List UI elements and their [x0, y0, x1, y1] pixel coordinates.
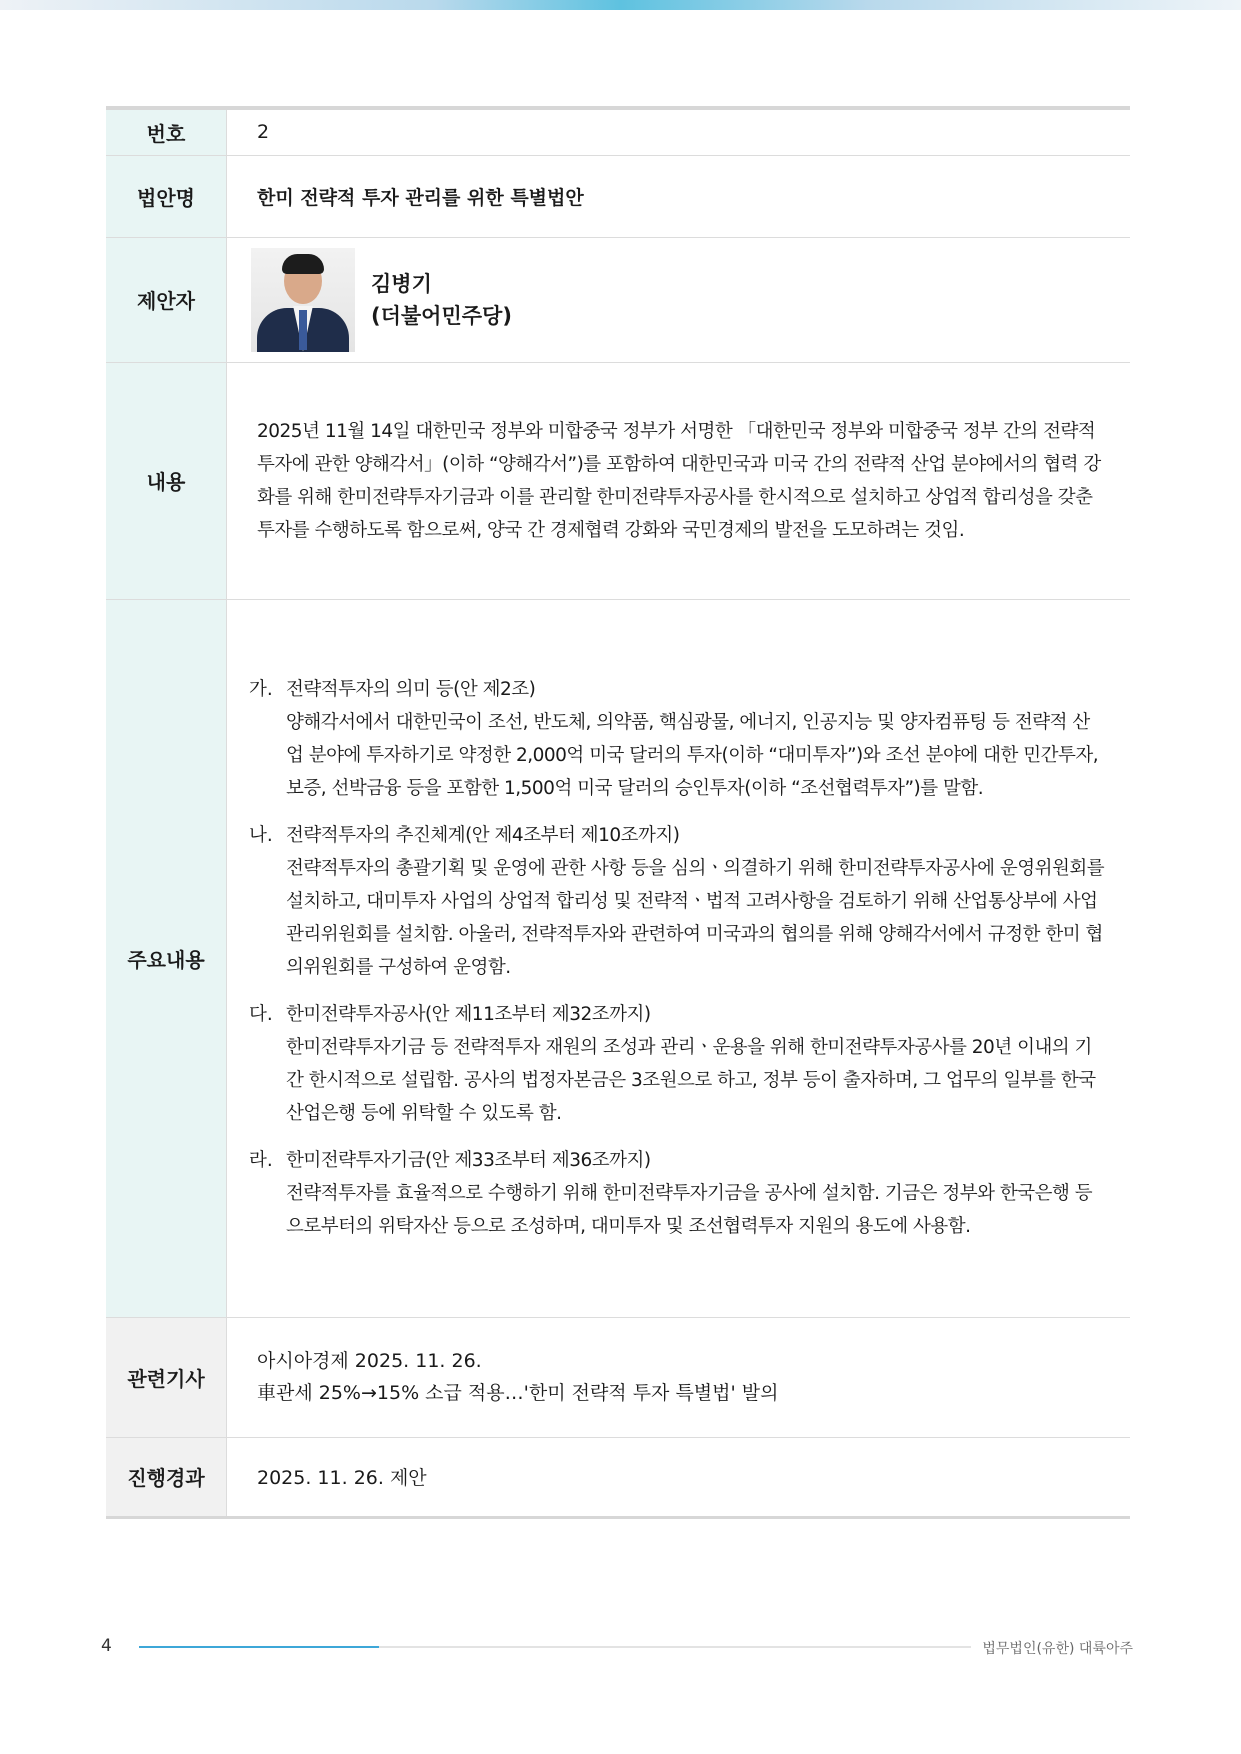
- row-news: [106, 1317, 1130, 1437]
- item-title: 전략적투자의 의미 등(안 제2조): [286, 679, 536, 700]
- item-marker: 라.: [249, 1150, 273, 1171]
- row-content: [106, 362, 1130, 599]
- content-label: 내용: [106, 362, 227, 599]
- row-progress: [106, 1437, 1130, 1517]
- main-item: [249, 673, 1106, 805]
- item-marker: 나.: [249, 825, 273, 846]
- item-marker: 다.: [249, 1004, 273, 1025]
- item-title: 한미전략투자공사(안 제11조부터 제32조까지): [286, 1004, 651, 1025]
- item-body: 양해각서에서 대한민국이 조선, 반도체, 의약품, 핵심광물, 에너지, 인공지능 및 양자컴퓨팅 등 전략적 산업 분야에 투자하기로 약정한 2,000억 미국 달러의 투자(이하 “대미투자”)와 조선 분야에 대한 민간투자, 보증, 선박금융 등을 포함한 1,500억 미국 달러의 승인투자(이하 “조선협력투자”)를 말함.: [286, 712, 1099, 799]
- row-proposer: [106, 237, 1130, 362]
- number-value: 2: [227, 108, 1131, 155]
- proposer-photo: [251, 248, 355, 352]
- top-gradient-bar: [0, 0, 1241, 10]
- row-main-content: [106, 599, 1130, 1317]
- number-label: 번호: [106, 108, 227, 155]
- proposer-name: 김병기: [371, 271, 432, 296]
- row-number: [106, 108, 1130, 155]
- page-number: 4: [101, 1636, 112, 1656]
- news-label: 관련기사: [106, 1317, 227, 1437]
- main-item: [249, 998, 1106, 1130]
- bill-name-label: 법안명: [106, 155, 227, 237]
- proposer-label: 제안자: [106, 237, 227, 362]
- news-cell: [227, 1317, 1131, 1437]
- bill-info-table: [106, 106, 1130, 1519]
- item-body: 전략적투자를 효율적으로 수행하기 위해 한미전략투자기금을 공사에 설치함. 기금은 정부와 한국은행 등으로부터의 위탁자산 등으로 조성하며, 대미투자 및 조선협력투자 지원의 용도에 사용함.: [286, 1183, 1093, 1237]
- item-marker: 가.: [249, 679, 273, 700]
- item-title: 한미전략투자기금(안 제33조부터 제36조까지): [286, 1150, 651, 1171]
- firm-name: 법무법인(유한) 대륙아주: [982, 1641, 1133, 1657]
- main-content-label: 주요내용: [106, 599, 227, 1317]
- main-content-cell: [227, 599, 1131, 1317]
- news-headline[interactable]: 車관세 25%→15% 소급 적용…'한미 전략적 투자 특별법' 발의: [257, 1382, 779, 1404]
- content-text: 2025년 11월 14일 대한민국 정부와 미합중국 정부가 서명한 「대한민국 정부와 미합중국 정부 간의 전략적 투자에 관한 양해각서」(이하 “양해각서”)를 포함하여 대한민국과 미국 간의 전략적 산업 분야에서의 협력 강화를 위해 한미전략투자기금과 이를 관리할 한미전략투자공사를 한시적으로 설치하고 상업적 합리성을 갖춘 투자를 수행하도록 함으로써, 양국 간 경제협력 강화와 국민경제의 발전을 도모하려는 것임.: [257, 420, 1101, 541]
- item-body: 한미전략투자기금 등 전략적투자 재원의 조성과 관리ㆍ운용을 위해 한미전략투자공사를 20년 이내의 기간 한시적으로 설립함. 공사의 법정자본금은 3조원으로 하고, 정부 등이 출자하며, 그 업무의 일부를 한국산업은행 등에 위탁할 수 있도록 함.: [286, 1037, 1096, 1124]
- footer-divider: [139, 1646, 971, 1648]
- content-cell: [227, 362, 1131, 599]
- proposer-party: (더불어민주당): [371, 303, 512, 328]
- item-body: 전략적투자의 총괄기획 및 운영에 관한 사항 등을 심의ㆍ의결하기 위해 한미전략투자공사에 운영위원회를 설치하고, 대미투자 사업의 상업적 합리성 및 전략적ㆍ법적 고려사항을 검토하기 위해 산업통상부에 사업관리위원회를 설치함. 아울러, 전략적투자와 관련하여 미국과의 협의를 위해 양해각서에서 규정한 한미 협의위원회를 구성하여 운영함.: [286, 858, 1105, 978]
- bill-name-value: 한미 전략적 투자 관리를 위한 특별법안: [227, 155, 1131, 237]
- progress-label: 진행경과: [106, 1437, 227, 1517]
- main-item: [249, 1144, 1106, 1243]
- main-item: [249, 819, 1106, 984]
- news-source: 아시아경제 2025. 11. 26.: [257, 1350, 482, 1372]
- item-title: 전략적투자의 추진체계(안 제4조부터 제10조까지): [286, 825, 680, 846]
- row-bill-name: [106, 155, 1130, 237]
- proposer-cell: [227, 237, 1131, 362]
- progress-value: 2025. 11. 26. 제안: [227, 1437, 1131, 1517]
